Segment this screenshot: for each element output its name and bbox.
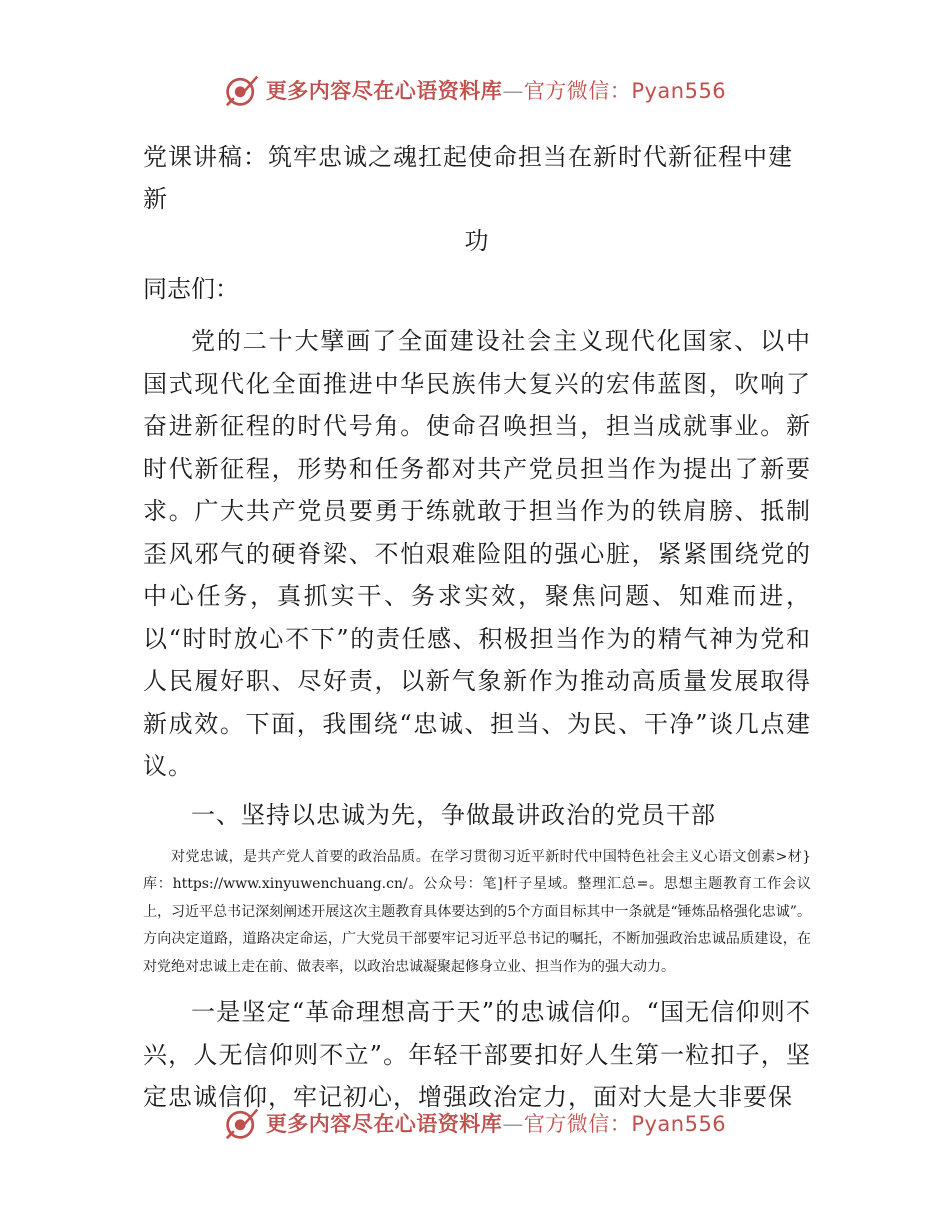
banner-dash: — — [502, 79, 524, 103]
banner-wechat-id: Pyan556 — [631, 1112, 727, 1136]
paragraph-intro: 党的二十大擘画了全面建设社会主义现代化国家、以中国式现代化全面推进中华民族伟大复兴的宏伟蓝图，吹响了奋进新征程的时代号角。使命召唤担当，担当成就事业。新时代新征程，形势和任务都对共产党员担当作为提出了新要求。广大共产党员要勇于练就敢于担当作为的铁肩膀、抵制歪风邪气的硬脊梁、不怕艰难险阻的强心脏，紧紧围绕党的中心任务，真抓实干、务求实效，聚焦问题、知难而进，以“时时放心不下”的责任感、积极担当作为的精气神为党和人民履好职、尽好责，以新气象新作为推动高质量发展取得新成效。下面，我围绕“忠诚、担当、为民、干净”谈几点建议。 — [143, 327, 811, 780]
banner-text — [266, 1108, 726, 1138]
quill-logo-icon — [224, 1105, 260, 1141]
banner-text — [266, 75, 726, 105]
banner-main-text: 更多内容尽在心语资料库 — [265, 1112, 503, 1136]
header-banner — [0, 68, 950, 112]
footer-banner — [0, 1101, 950, 1145]
salutation: 同志们： — [143, 275, 239, 303]
section-heading-1: 一、坚持以忠诚为先，争做最讲政治的党员干部 — [191, 800, 716, 829]
banner-wechat-label: 官方微信： — [523, 79, 632, 103]
banner-wechat-id: Pyan556 — [631, 79, 727, 103]
banner-wechat-label: 官方微信： — [523, 1112, 632, 1136]
document-body — [143, 136, 811, 1119]
title-line-1: 党课讲稿：筑牢忠诚之魂扛起使命担当在新时代新征程中建新 — [143, 143, 793, 213]
paragraph-point-1: 一是坚定“革命理想高于天”的忠诚信仰。“国无信仰则不兴，人无信仰则不立”。年轻干部要扣好人生第一粒扣子，坚定忠诚信仰，牢记初心，增强政治定力，面对大是大非要保 — [143, 998, 811, 1111]
quill-logo-icon — [224, 72, 260, 108]
banner-main-text: 更多内容尽在心语资料库 — [265, 79, 503, 103]
title-line-2: 功 — [464, 227, 490, 255]
document-title — [143, 136, 811, 262]
paragraph-loyalty: 对党忠诚，是共产党人首要的政治品质。在学习贯彻习近平新时代中国特色社会主义心语文创素>材}库：https://www.xinyuwenchuang.cn/。公众号：笔]杆子星域。整理汇总=。思想主题教育工作会议上，习近平总书记深刻阐述开展这次主题教育具体要达到的5个方面目标其中一条就是“锤炼品格强化忠诚”。方向决定道路，道路决定命运，广大党员干部要牢记习近平总书记的嘱托，不断加强政治忠诚品质建设，在对党绝对忠诚上走在前、做表率，以政治忠诚凝聚起修身立业、担当作为的强大动力。 — [143, 848, 811, 975]
banner-dash: — — [502, 1112, 524, 1136]
